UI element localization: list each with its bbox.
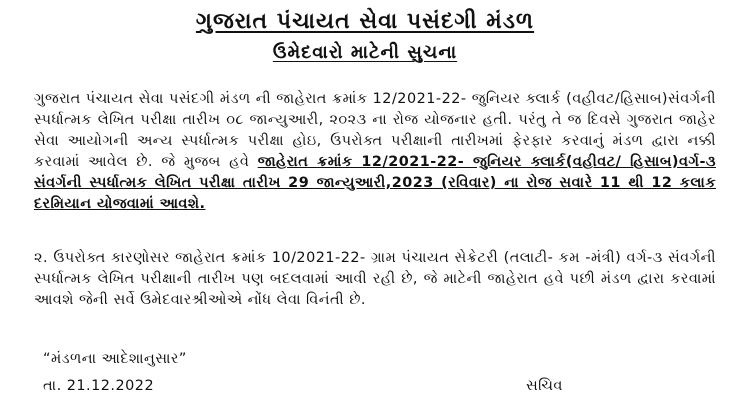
document-subtitle-text: ઉમેદવારો માટેની સુચના: [272, 42, 458, 63]
closing-line: “મંડળના આદેશાનુસાર”: [43, 351, 187, 367]
paragraph-1-text: ગુજરાત પંચાયત સેવા પસંદગી મંડળ ની જાહેરાત ક્રમાંક 12/2021-22- જુનિયર ક્લાર્ક (વહીવટ/હિસાબ)સંવર્ગની સ્પર્ધાત્મક લેખિત પરીક્ષા તારીખ ૦૮ જાન્યુઆરી, ૨૦૨૩ ના રોજ યોજનાર હતી. પરંતુ તે જ દિવસે ગુજરાત જાહેર સેવા આયોગની અન્ય સ્પર્ધાત્મક પરીક્ષા હોઇ, ઉપરોક્ત પરીક્ષાની તારીખમાં ફેરફાર કરવાનું મંડળ દ્વારા નક્કી કરવામાં આવેલ છે. જે મુજબ હવે: [34, 91, 716, 170]
paragraph-2-text: ૨. ઉપરોક્ત કારણોસર જાહેરાત ક્રમાંક 10/2021-22- ગ્રામ પંચાયત સેક્રેટરી (તલાટી- કમ -મંત્રી) વર્ગ-૩ સંવર્ગની સ્પર્ધાત્મક લેખિત પરીક્ષાની તારીખ પણ બદલવામાં આવી રહી છે, જે માટેની જાહેરાત હવે પછી મંડળ દ્વારા કરવામાં આવશે જેની સર્વે ઉમેદવારશ્રીઓએ નોંધ લેવા વિનંતી છે.: [34, 250, 716, 308]
notice-paragraph-1: [34, 89, 716, 215]
issue-date: તા. 21.12.2022: [43, 378, 155, 394]
paragraph-1-underlined-text: જાહેરાત ક્રમાંક 12/2021-22- જુનિયર ક્લાર્ક(વહીવટ/ હિસાબ)વર્ગ-૩ સંવર્ગની સ્પર્ધાત્મક લેખિત પરીક્ષા તારીખ 29 જાન્યુઆરી,2023 (રવિવાર) ના રોજ સવારે 11 થી 12 કલાક દરમિયાન યોજવામાં આવશે.: [34, 154, 716, 212]
document-title-text: ગુજરાત પંચાયત સેવા પસંદગી મંડળ: [195, 9, 535, 34]
document-subtitle: [0, 42, 730, 63]
document-title: [0, 9, 730, 34]
notice-paragraph-2: [34, 248, 716, 311]
signatory: સચિવ: [526, 378, 563, 394]
